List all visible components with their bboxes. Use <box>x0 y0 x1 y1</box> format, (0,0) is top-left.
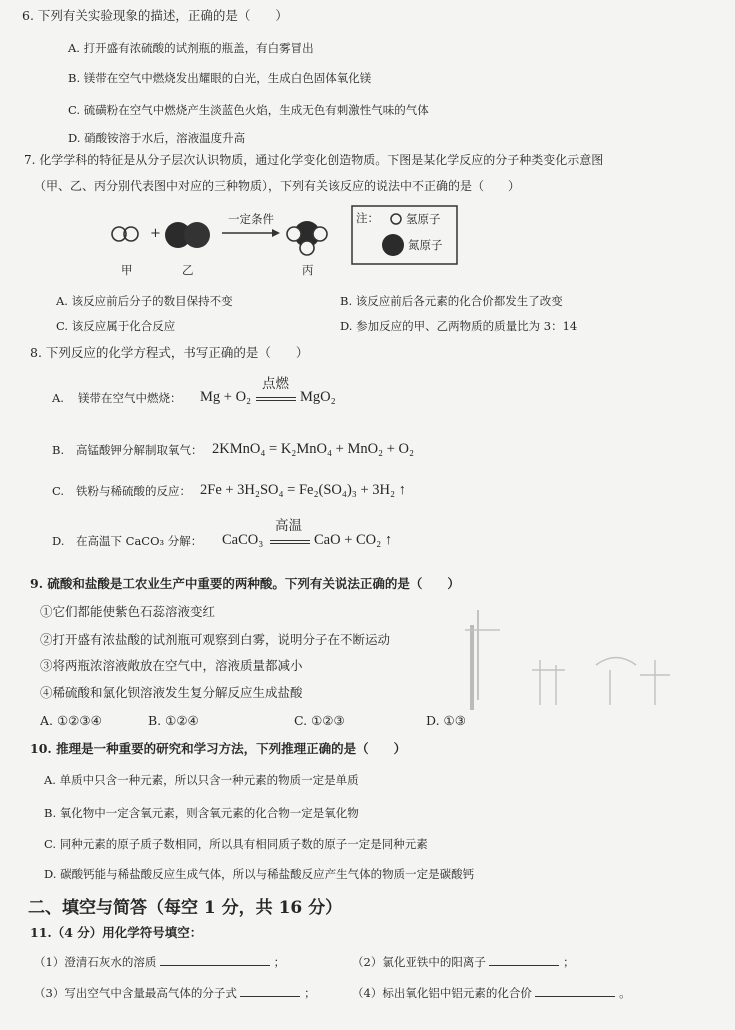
q8-a-equals-line <box>256 397 296 401</box>
q9-option-a: A. ①②③④ <box>40 713 102 728</box>
q10-option-c: C. 同种元素的原子质子数相同，所以具有相同质子数的原子一定是同种元素 <box>44 837 428 851</box>
q7-plus-sign: + <box>150 226 161 241</box>
q6-option-d: D. 硝酸铵溶于水后，溶液温度升高 <box>68 131 246 145</box>
q11-stem: 11.（4 分）用化学符号填空： <box>30 925 203 940</box>
faint-apparatus-sketch <box>0 570 735 710</box>
q11-part3-blank[interactable] <box>240 984 300 997</box>
q9-statement-2: ②打开盛有浓盐酸的试剂瓶可观察到白雾，说明分子在不断运动 <box>40 632 391 647</box>
q10-stem: 10. 推理是一种重要的研究和学习方法，下列推理正确的是（ ） <box>30 741 407 756</box>
q6-stem: 6. 下列有关实验现象的描述，正确的是（ ） <box>22 8 288 23</box>
q8-d-condition: 高温 <box>275 518 302 534</box>
q10-option-b: B. 氧化物中一定含氧元素，则含氧元素的化合物一定是氧化物 <box>44 806 359 820</box>
q9-option-b: B. ①②④ <box>148 713 199 728</box>
q11-part1-text: （1）澄清石灰水的溶质 <box>34 955 157 969</box>
molecule-nh3-icon <box>287 221 327 255</box>
q8-a-condition: 点燃 <box>262 376 289 392</box>
q7-legend-hydrogen-label: 氢原子 <box>406 212 441 226</box>
q9-option-c: C. ①②③ <box>294 713 345 728</box>
q11-part3 <box>34 984 316 1001</box>
q11-part1-end: ； <box>273 955 286 969</box>
q8-c-label: C. <box>52 484 65 498</box>
q6-option-b: B. 镁带在空气中燃烧发出耀眼的白光，生成白色固体氧化镁 <box>68 71 372 85</box>
q8-a-eq-right: MgO₂ <box>300 389 336 405</box>
q8-stem: 8. 下列反应的化学方程式，书写正确的是（ ） <box>30 345 309 360</box>
q8-c-text: 铁粉与稀硫酸的反应： <box>76 484 191 498</box>
q7-option-d: D. 参加反应的甲、乙两物质的质量比为 3：14 <box>340 319 578 333</box>
q11-part1-blank[interactable] <box>160 953 270 966</box>
legend-nitrogen-icon <box>382 234 404 256</box>
q7-label-yi: 乙 <box>182 263 194 277</box>
q11-part4 <box>352 984 631 1001</box>
q8-d-eq-left: CaCO₃ <box>222 532 264 548</box>
q6-option-c: C. 硫磺粉在空气中燃烧产生淡蓝色火焰，生成无色有刺激性气味的气体 <box>68 103 429 117</box>
q11-part2-end: ； <box>563 955 575 969</box>
q9-stem: 9. 硫酸和盐酸是工农业生产中重要的两种酸。下列有关说法正确的是（ ） <box>30 576 460 591</box>
q8-c-eq: 2Fe + 3H₂SO₄ = Fe₂(SO₄)₃ + 3H₂ ↑ <box>200 482 406 498</box>
q6-option-a: A. 打开盛有浓硫酸的试剂瓶的瓶盖，有白雾冒出 <box>68 41 314 55</box>
q11-part2 <box>352 953 575 970</box>
q7-legend-note: 注： <box>356 211 379 225</box>
q7-legend-nitrogen-label: 氮原子 <box>408 238 443 252</box>
q8-d-text: 在高温下 CaCO₃ 分解： <box>76 534 203 548</box>
q7-label-jia: 甲 <box>121 263 133 277</box>
q8-d-label: D. <box>52 534 65 548</box>
q8-a-eq-left: Mg + O₂ <box>200 389 252 405</box>
q7-label-bing: 丙 <box>302 263 314 277</box>
q9-statement-3: ③将两瓶浓溶液敞放在空气中，溶液质量都减小 <box>40 658 303 673</box>
q7-option-a: A. 该反应前后分子的数目保持不变 <box>56 294 233 308</box>
q11-part4-blank[interactable] <box>535 984 615 997</box>
q8-b-eq: 2KMnO₄ = K₂MnO₄ + MnO₂ + O₂ <box>212 441 415 457</box>
q10-option-a: A. 单质中只含一种元素，所以只含一种元素的物质一定是单质 <box>44 773 359 787</box>
q7-stem-line2: （甲、乙、丙分别代表图中对应的三种物质），下列有关该反应的说法中不正确的是（ ） <box>34 179 521 193</box>
q11-part3-end: ； <box>304 986 316 1000</box>
q7-option-b: B. 该反应前后各元素的化合价都发生了改变 <box>340 294 563 308</box>
q7-reaction-condition: 一定条件 <box>228 212 274 226</box>
q9-statement-4: ④稀硫酸和氯化钡溶液发生复分解反应生成盐酸 <box>40 685 303 700</box>
molecule-n2-icon <box>165 222 210 248</box>
legend-hydrogen-icon <box>391 214 401 224</box>
q7-option-c: C. 该反应属于化合反应 <box>56 319 176 333</box>
q11-part4-text: （4）标出氧化铝中铝元素的化合价 <box>352 986 532 1000</box>
q11-part1 <box>34 953 285 970</box>
q8-b-text: 高锰酸钾分解制取氧气： <box>76 443 203 457</box>
q11-part4-end: 。 <box>619 986 631 1000</box>
q11-part2-blank[interactable] <box>489 953 559 966</box>
q11-part3-text: （3）写出空气中含量最高气体的分子式 <box>34 986 237 1000</box>
q10-option-d: D. 碳酸钙能与稀盐酸反应生成气体，所以与稀盐酸反应产生气体的物质一定是碳酸钙 <box>44 867 475 881</box>
q8-a-label: A. <box>52 391 64 405</box>
section2-title: 二、填空与简答（每空 1 分，共 16 分） <box>28 898 343 918</box>
molecule-h2-icon <box>112 227 138 241</box>
reaction-arrow-head-icon <box>272 229 280 237</box>
q7-stem-line1: 7. 化学学科的特征是从分子层次认识物质，通过化学变化创造物质。下图是某化学反应的分子种类变化示意图 <box>24 153 604 167</box>
q8-a-text: 镁带在空气中燃烧： <box>78 391 182 405</box>
q8-d-eq-right: CaO + CO₂ ↑ <box>314 532 393 548</box>
q8-d-equals-line <box>270 540 310 544</box>
q9-option-d: D. ①③ <box>426 713 466 728</box>
q11-part2-text: （2）氯化亚铁中的阳离子 <box>352 955 486 969</box>
q9-statement-1: ①它们都能使紫色石蕊溶液变红 <box>40 604 216 619</box>
q8-b-label: B. <box>52 443 65 457</box>
